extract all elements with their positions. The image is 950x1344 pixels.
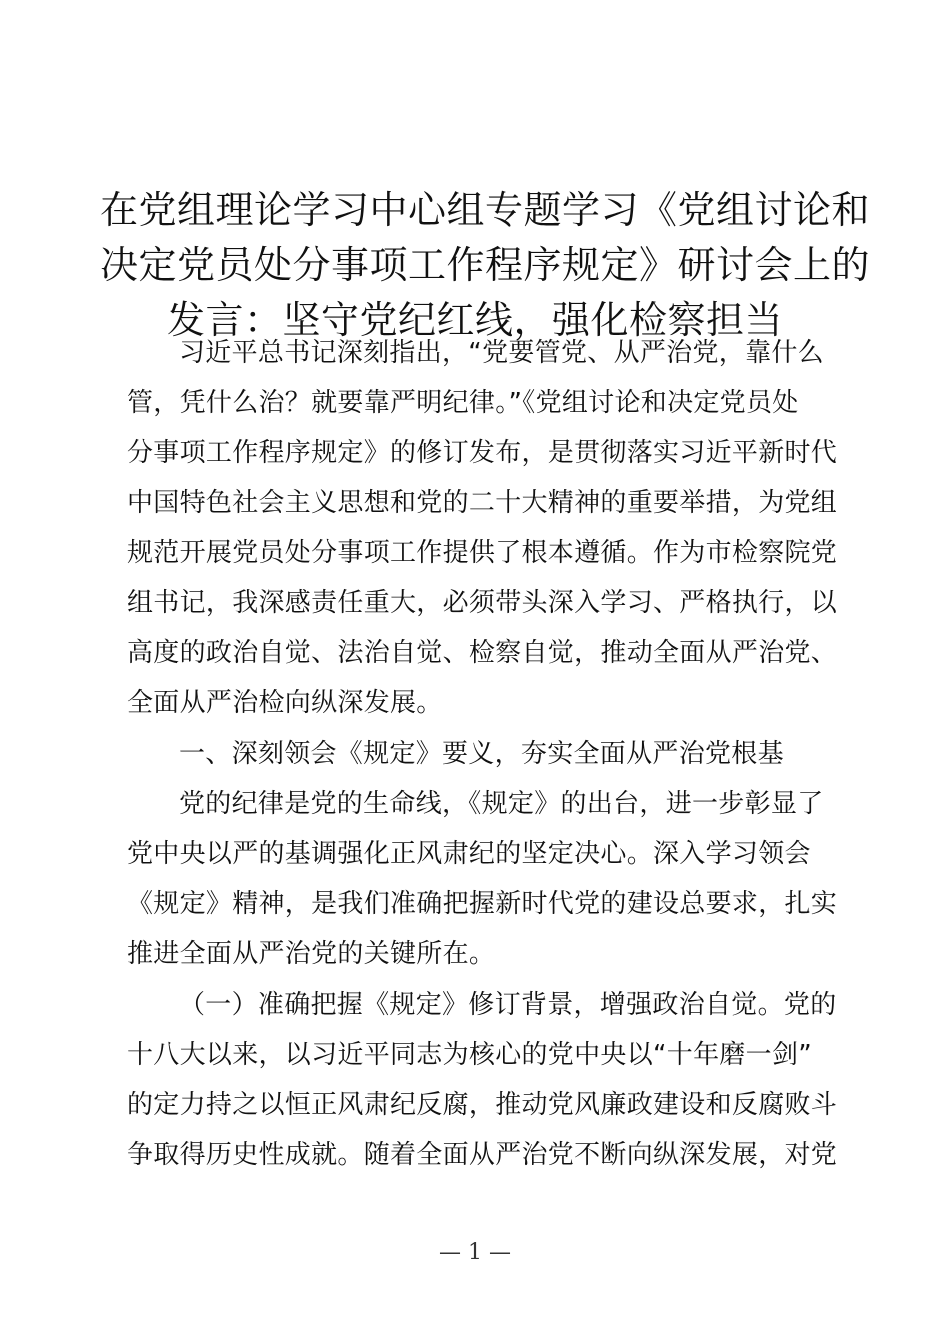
text-line: 推进全面从严治党的关键所在。 [127,939,496,969]
text-line: 争取得历史性成就。随着全面从严治党不断向纵深发展，对党 [127,1140,838,1170]
title-line-1: 在党组理论学习中心组专题学习《党组讨论和 [100,188,871,232]
text-line: 规范开展党员处分事项工作提供了根本遵循。作为市检察院党 [127,538,838,568]
title-line-2: 决定党员处分事项工作程序规定》研讨会上的 [100,243,871,287]
text-line: 中国特色社会主义思想和党的二十大精神的重要举措，为党组 [127,488,838,518]
text-line: （一）准确把握《规定》修订背景，增强政治自觉。党的 [179,990,837,1020]
title-line-3: 发言：坚守党纪红线，强化检察担当 [166,298,783,342]
text-line: 高度的政治自觉、法治自觉、检察自觉，推动全面从严治党、 [127,638,838,668]
text-line: 分事项工作程序规定》的修订发布，是贯彻落实习近平新时代 [127,438,838,468]
paragraph-intro [127,328,838,728]
text-line: 《规定》精神，是我们准确把握新时代党的建设总要求，扎实 [127,889,838,919]
document-title [100,183,871,348]
text-line: 十八大以来，以习近平同志为核心的党中央以“十年磨一剑” [127,1040,813,1070]
text-line: 全面从严治检向纵深发展。 [127,688,443,718]
text-line: 管，凭什么治？就要靠严明纪律。”《党组讨论和决定党员处 [127,388,799,418]
document-body [127,328,838,1180]
section-heading-1 [127,729,833,779]
text-line: 党中央以严的基调强化正风肃纪的坚定决心。深入学习领会 [127,839,811,869]
text-line: 党的纪律是党的生命线，《规定》的出台，进一步彰显了 [179,789,824,819]
heading-text: 一、深刻领会《规定》要义，夯实全面从严治党根基 [179,739,784,769]
page-number: — 1 — [439,1240,511,1265]
text-line: 的定力持之以恒正风肃纪反腐，推动党风廉政建设和反腐败斗 [127,1090,838,1120]
paragraph-section-1 [127,779,838,979]
text-line: 习近平总书记深刻指出，“党要管党、从严治党，靠什么 [179,338,824,368]
paragraph-subsection-1 [127,980,838,1180]
text-line: 组书记，我深感责任重大，必须带头深入学习、严格执行，以 [127,588,838,618]
